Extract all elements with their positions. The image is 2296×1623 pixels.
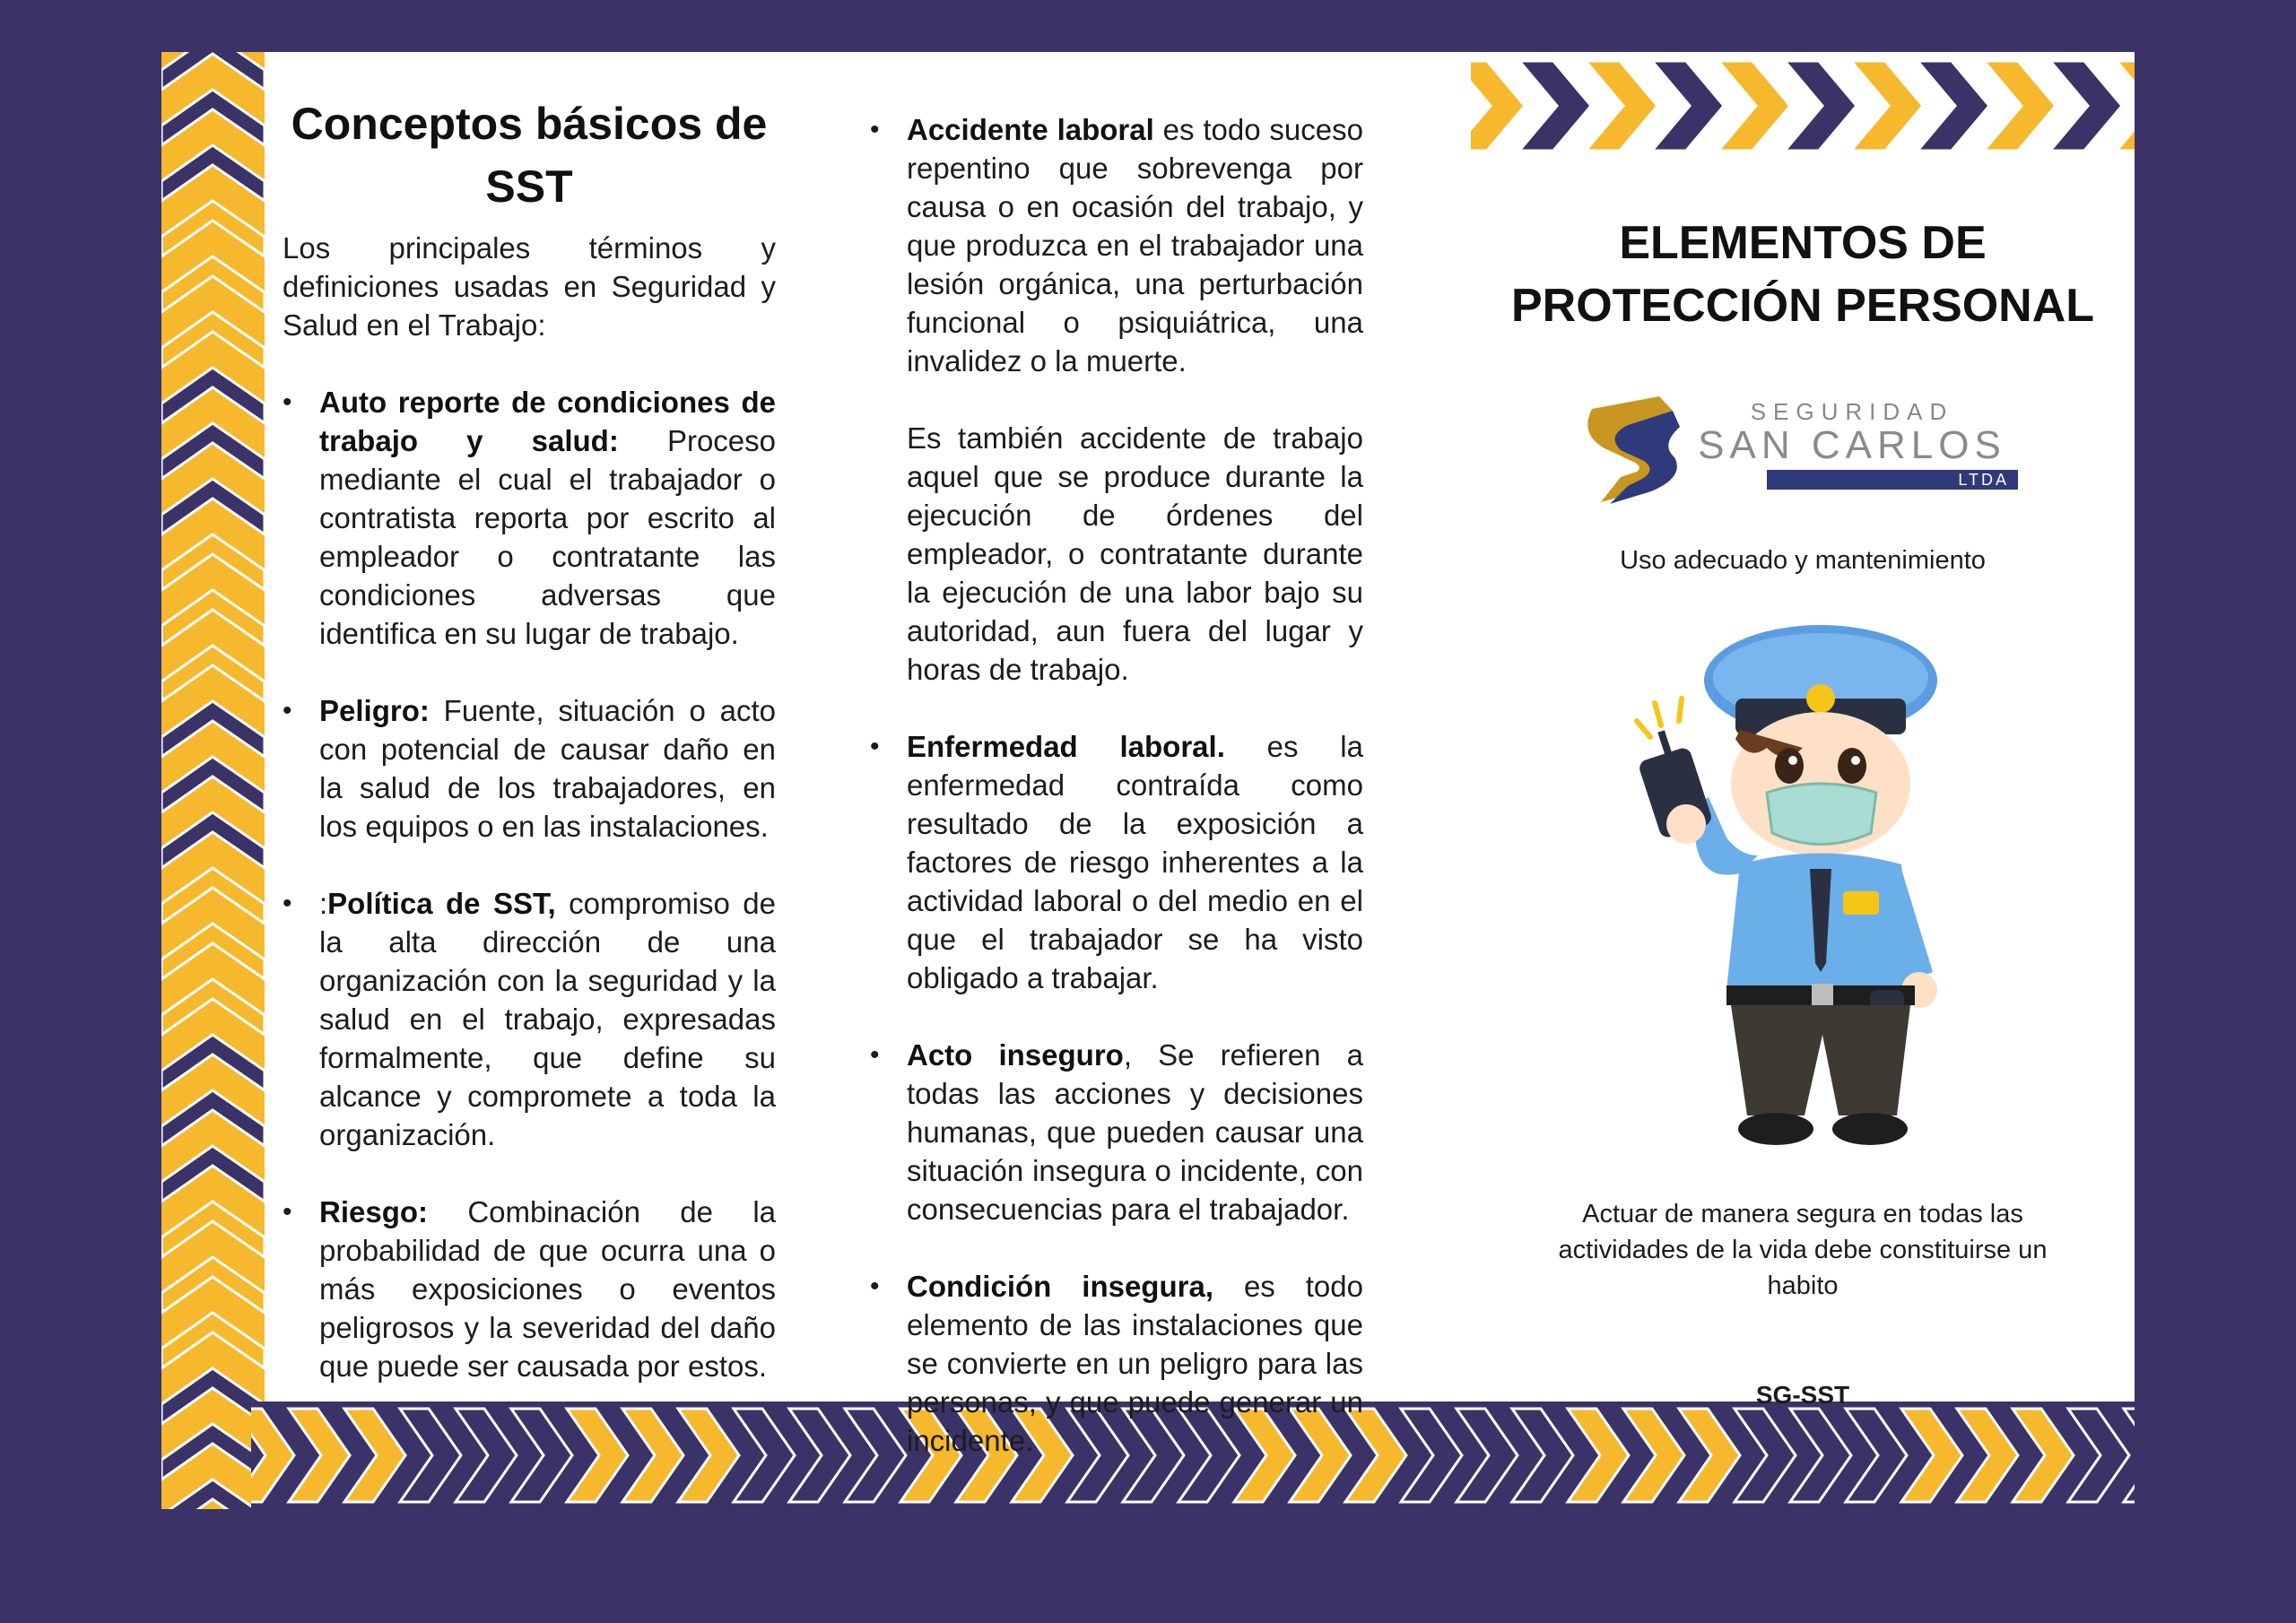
definition: Combinación de la probabilidad de que ocurra una o más exposiciones o eventos peligrosos y la severidad del daño que puede ser causada por estos. <box>319 1195 776 1383</box>
security-guard-icon <box>1614 613 1991 1160</box>
term: Condición insegura, <box>907 1270 1213 1303</box>
term: Peligro: <box>319 694 430 727</box>
brochure-sheet <box>161 52 2135 1509</box>
logo-line-1: SEGURIDAD <box>1750 398 1954 425</box>
list-item <box>870 110 1363 689</box>
definition: Proceso mediante el cual el trabajador o contratista reporta por escrito al empleador o contratante las condiciones adversas que identifica en su lugar de trabajo. <box>319 424 776 650</box>
list-item <box>870 727 1363 997</box>
intro-text: Los principales términos y definiciones usadas en Seguridad y Salud en el Trabajo: <box>283 231 776 342</box>
concept-list <box>283 383 776 1385</box>
middle-panel <box>870 110 1363 1460</box>
logo-line-3: LTDA <box>1767 470 2018 490</box>
term: Acto inseguro <box>907 1038 1124 1072</box>
list-item <box>283 884 776 1154</box>
left-chevron-border <box>161 52 265 1509</box>
definition: es la enfermedad contraída como resultado de la exposición a factores de riesgo inherentes a la actividad laboral o del medio en el que el trabajador se ha visto obligado a trabajar. <box>907 730 1363 994</box>
definition: es todo elemento de las instalaciones que se convierte en un peligro para las personas, y que puede generar un incidente. <box>907 1270 1363 1457</box>
definition-extra: Es también accidente de trabajo aquel que se produce durante la ejecución de órdenes del empleador, o contratante durante la ejecución de una labor bajo su autoridad, aun fuera del lugar y horas de trabajo. <box>907 421 1363 686</box>
term: Accidente laboral <box>907 113 1154 146</box>
definition: es todo suceso repentino que sobrevenga por causa o en ocasión del trabajo, y que produzca en el trabajador una lesión orgánica, una perturbación funcional o psiquiátrica, una invalidez o la muerte. <box>907 113 1363 378</box>
brochure-title: ELEMENTOS DE PROTECCIÓN PERSONAL <box>1510 217 2095 332</box>
subtitle: Uso adecuado y mantenimiento <box>1620 546 1986 575</box>
logo-line-2: SAN CARLOS <box>1698 423 2006 467</box>
top-chevron-border <box>1471 52 2135 160</box>
panel-title: Conceptos básicos de SST <box>291 99 768 212</box>
motto-text: Actuar de manera segura en todas las actividades de la vida debe constituirse un habito <box>1558 1200 2048 1300</box>
document-code: SG-SST <box>1755 1381 1850 1409</box>
list-item <box>870 1267 1363 1460</box>
definition: , Se refieren a todas las acciones y decisiones humanas, que pueden causar una situación insegura o incidente, con consecuencias para el trabajador. <box>907 1038 1363 1226</box>
term: Auto reporte de condiciones de trabajo y salud: <box>319 386 776 457</box>
concept-list <box>870 110 1363 1460</box>
company-logo <box>1574 391 2031 508</box>
definition: compromiso de la alta dirección de una organización con la seguridad y la salud en el trabajo, expresadas formalmente, que define su alcance y compromete a toda la organización. <box>319 887 776 1151</box>
cover-panel <box>1489 160 2117 1414</box>
term: Enfermedad laboral. <box>907 730 1225 763</box>
list-item <box>283 383 776 653</box>
prefix: : <box>319 887 328 920</box>
term: Riesgo: <box>319 1195 429 1228</box>
list-item <box>283 691 776 846</box>
list-item <box>870 1036 1363 1228</box>
definition: Fuente, situación o acto con potencial de causar daño en la salud de los trabajadores, en los equipos o en las instalaciones. <box>319 694 776 843</box>
term: Política de SST, <box>327 887 556 920</box>
list-item <box>283 1193 776 1385</box>
left-panel <box>283 92 776 1385</box>
